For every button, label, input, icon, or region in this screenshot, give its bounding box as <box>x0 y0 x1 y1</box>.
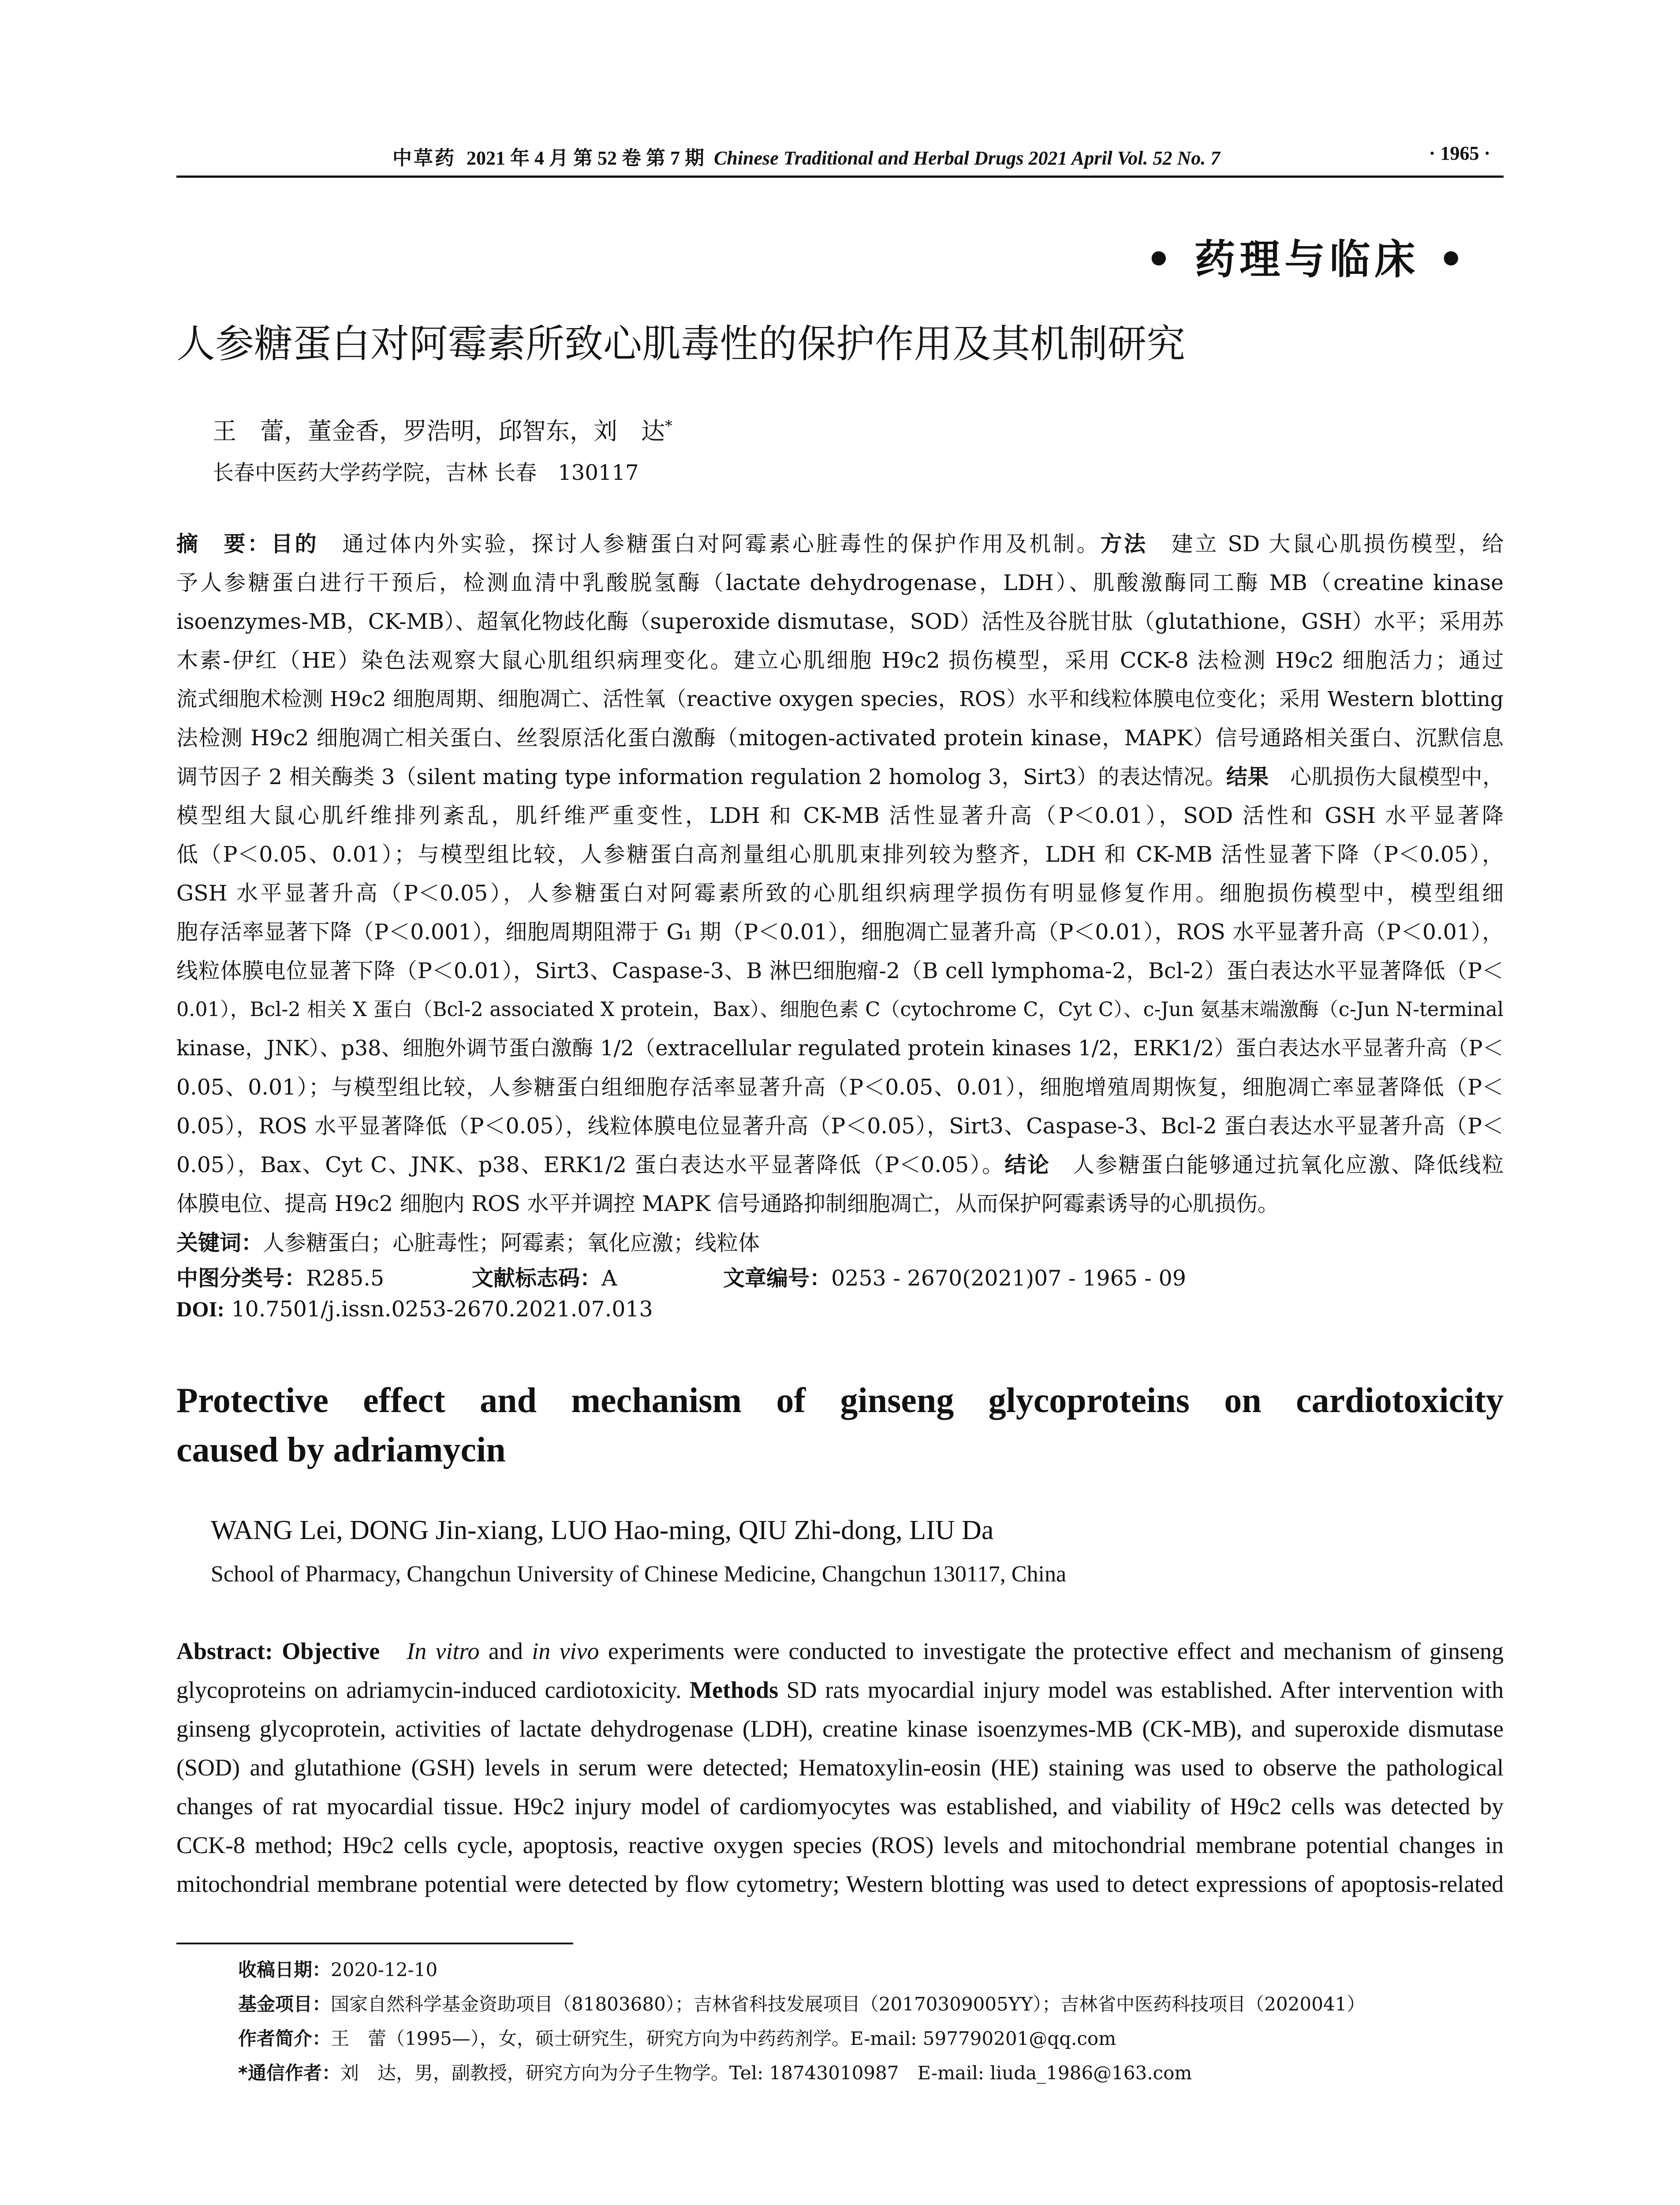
abstract-cn-line <box>176 1146 1504 1185</box>
abstract-cn-line: 法检测 H9c2 细胞凋亡相关蛋白、丝裂原活化蛋白激酶（mitogen-activated protein kinase，MAPK）信号通路相关蛋白、沉默信息 <box>176 725 1504 751</box>
clc-label: 中图分类号： <box>176 1266 306 1291</box>
corresponding-mark: * <box>665 417 672 435</box>
abstract-cn-line: 低（P＜0.05、0.01）；与模型组比较，人参糖蛋白高剂量组心肌肌束排列较为整齐，LDH 和 CK-MB 活性显著下降（P＜0.05）， <box>176 842 1504 867</box>
objective-label: 目的 <box>271 531 319 557</box>
article-meta <box>176 1226 1504 1332</box>
abstract-text: in vivo <box>532 1638 599 1664</box>
abstract-text: 心肌损伤大鼠模型中， <box>1269 765 1504 789</box>
abstract-cn-line: 模型组大鼠心肌纤维排列紊乱，肌纤维严重变性，LDH 和 CK-MB 活性显著升高（P＜0.01），SOD 活性和 GSH 水平显著降 <box>176 803 1504 828</box>
fund-label: 基金项目： <box>238 1993 331 2015</box>
clc-value: R285.5 <box>306 1266 385 1291</box>
title-en-line: Protective effect and mechanism of ginseng glycoproteins on cardiotoxicity <box>176 1381 1504 1420</box>
document-code <box>472 1261 617 1292</box>
title-cn: 人参糖蛋白对阿霉素所致心肌毒性的保护作用及其机制研究 <box>176 321 1186 366</box>
abstract-en-label: Abstract: Objective <box>176 1638 380 1664</box>
authors-en: WANG Lei, DONG Jin-xiang, LUO Hao-ming, QIU Zhi-dong, LIU Da <box>211 1515 994 1545</box>
abstract-text: 调节因子 2 相关酶类 3（silent mating type information regulation 2 homolog 3，Sirt3）的表达情况。 <box>176 765 1226 789</box>
abstract-cn-line: isoenzymes-MB，CK-MB）、超氧化物歧化酶（superoxide dismutase，SOD）活性及谷胱甘肽（glutathione，GSH）水平；采用苏 <box>176 609 1504 634</box>
author-bio-value: 王 蕾（1995—），女，硕士研究生，研究方向为中药药剂学。E-mail: 597790201@qq.com <box>331 2028 1116 2049</box>
corresponding-value: 刘 达，男，副教授，研究方向为分子生物学。Tel: 18743010987 E-mail: liuda_1986@163.com <box>340 2062 1192 2084</box>
abstract-en-line: changes of rat myocardial tissue. H9c2 injury model of cardiomyocytes was established, and viability of H9c2 cells was detected by <box>176 1793 1504 1820</box>
clc-number <box>176 1261 384 1292</box>
keywords-value: 人参糖蛋白；心脏毒性；阿霉素；氧化应激；线粒体 <box>263 1230 760 1256</box>
title-en-line: caused by adriamycin <box>176 1431 506 1469</box>
abstract-en-line: mitochondrial membrane potential were detected by flow cytometry; Western blotting was used to detect expressions of apoptosis-related <box>176 1871 1504 1897</box>
abstract-cn-line: 0.05、0.01）；与模型组比较，人参糖蛋白组细胞存活率显著升高（P＜0.05、0.01），细胞增殖周期恢复，细胞凋亡率显著降低（P＜ <box>176 1075 1504 1100</box>
affiliation-en: School of Pharmacy, Changchun University of Chinese Medicine, Changchun 130117, China <box>211 1562 1067 1587</box>
abstract-cn <box>176 525 1504 1230</box>
abstract-text: In vitro <box>407 1638 480 1664</box>
author-bio-label: 作者简介： <box>238 2028 331 2049</box>
abstract-cn-line: kinase，JNK）、p38、细胞外调节蛋白激酶 1/2（extracellular regulated protein kinases 1/2，ERK1/2）蛋白表达水平显著升高（P＜ <box>176 1036 1504 1061</box>
footnote-divider <box>176 1943 573 1944</box>
methods-label: 方法 <box>1100 531 1148 557</box>
abstract-cn-label: 摘 要： <box>176 531 271 557</box>
running-header <box>176 142 1504 171</box>
abstract-en-line <box>176 1632 1504 1671</box>
footnote-received <box>238 1953 437 1987</box>
doi-value: 10.7501/j.issn.0253-2670.2021.07.013 <box>231 1297 653 1322</box>
abstract-text: 建立 SD 大鼠心肌损伤模型，给 <box>1147 531 1504 557</box>
header-divider <box>176 176 1504 178</box>
corresponding-label: *通信作者： <box>238 2062 340 2084</box>
footnote-fund <box>238 1987 1365 2022</box>
abstract-en-line: (SOD) and glutathione (GSH) levels in serum were detected; Hematoxylin-eosin (HE) staining was used to observe the pathological <box>176 1754 1504 1781</box>
abstract-cn-line: 0.01），Bcl-2 相关 X 蛋白（Bcl-2 associated X protein，Bax）、细胞色素 C（cytochrome C，Cyt C）、c-Jun 氨基末端激酶（c-Jun N-terminal <box>176 998 1504 1021</box>
abstract-text: experiments were conducted to investigate the protective effect and mechanism of ginseng <box>599 1638 1504 1664</box>
fund-value: 国家自然科学基金资助项目（81803680）；吉林省科技发展项目（20170309005YY）；吉林省中医药科技项目（2020041） <box>331 1993 1366 2015</box>
abstract-cn-line: 0.05），ROS 水平显著降低（P＜0.05），线粒体膜电位显著升高（P＜0.05），Sirt3、Caspase-3、Bcl-2 蛋白表达水平显著升高（P＜ <box>176 1114 1504 1139</box>
abstract-text: glycoproteins on adriamycin-induced cardiotoxicity. <box>176 1677 690 1703</box>
abstract-en-line: ginseng glycoprotein, activities of lactate dehydrogenase (LDH), creatine kinase isoenzymes-MB (CK-MB), and superoxide dismutase <box>176 1715 1504 1742</box>
doi <box>176 1297 653 1322</box>
abstract-cn-line <box>176 758 1504 796</box>
authors-cn <box>213 412 672 446</box>
article-number <box>723 1261 1186 1292</box>
article-number-label: 文章编号： <box>723 1266 832 1291</box>
abstract-cn-line: GSH 水平显著升高（P＜0.05），人参糖蛋白对阿霉素所致的心肌组织病理学损伤有明显修复作用。细胞损伤模型中，模型组细 <box>176 881 1504 906</box>
footnote-author <box>238 2022 1116 2056</box>
abstract-text: 人参糖蛋白能够通过抗氧化应激、降低线粒 <box>1050 1152 1504 1177</box>
footnote-corresponding <box>238 2056 1192 2090</box>
doi-label: DOI: <box>176 1297 224 1321</box>
abstract-text: SD rats myocardial injury model was established. After intervention with <box>778 1677 1504 1703</box>
abstract-cn-line: 木素-伊红（HE）染色法观察大鼠心肌组织病理变化。建立心肌细胞 H9c2 损伤模型，采用 CCK-8 法检测 H9c2 细胞活力；通过 <box>176 648 1504 673</box>
abstract-en-line <box>176 1671 1504 1709</box>
issue-en: Chinese Traditional and Herbal Drugs 2021 April Vol. 52 No. 7 <box>714 147 1221 169</box>
conclusion-label: 结论 <box>1004 1152 1050 1177</box>
abstract-en-line: CCK-8 method; H9c2 cells cycle, apoptosis, reactive oxygen species (ROS) levels and mitochondrial membrane potential changes in <box>176 1832 1504 1858</box>
results-label: 结果 <box>1226 765 1269 789</box>
keywords-label: 关键词： <box>176 1230 263 1256</box>
abstract-cn-line: 予人参糖蛋白进行干预后，检测血清中乳酸脱氢酶（lactate dehydrogenase，LDH）、肌酸激酶同工酶 MB（creatine kinase <box>176 570 1504 595</box>
abstract-text: and <box>479 1638 532 1664</box>
article-number-value: 0253 - 2670(2021)07 - 1965 - 09 <box>831 1266 1186 1291</box>
received-label: 收稿日期： <box>238 1959 331 1981</box>
abstract-en <box>176 1632 1504 1940</box>
doc-code-label: 文献标志码： <box>472 1266 602 1291</box>
keywords <box>176 1226 760 1257</box>
abstract-cn-line: 线粒体膜电位显著下降（P＜0.01），Sirt3、Caspase-3、B 淋巴细胞瘤-2（B cell lymphoma-2，Bcl-2）蛋白表达水平显著降低（P＜ <box>176 958 1504 983</box>
journal-name: 中草药 <box>392 147 456 169</box>
abstract-text: 0.05），Bax、Cyt C、JNK、p38、ERK1/2 蛋白表达水平显著降低（P＜0.05）。 <box>176 1152 1005 1177</box>
header-line <box>392 142 1220 170</box>
abstract-cn-line: 体膜电位、提高 H9c2 细胞内 ROS 水平并调控 MAPK 信号通路抑制细胞凋亡，从而保护阿霉素诱导的心肌损伤。 <box>176 1191 1279 1216</box>
issue-cn: 2021 年 4 月 第 52 卷 第 7 期 <box>467 147 704 169</box>
received-value: 2020-12-10 <box>331 1959 438 1981</box>
abstract-cn-line: 胞存活率显著下降（P＜0.001），细胞周期阻滞于 G₁ 期（P＜0.01），细胞凋亡显著升高（P＜0.01），ROS 水平显著升高（P＜0.01）， <box>176 919 1504 945</box>
methods-label-en: Methods <box>690 1677 778 1703</box>
abstract-cn-line: 流式细胞术检测 H9c2 细胞周期、细胞凋亡、活性氧（reactive oxygen species，ROS）水平和线粒体膜电位变化；采用 Western blotting <box>176 687 1504 711</box>
section-label: • 药理与临床 • <box>1146 235 1468 283</box>
abstract-cn-line <box>176 525 1504 564</box>
abstract-text: 通过体内外实验，探讨人参糖蛋白对阿霉素心脏毒性的保护作用及机制。 <box>318 531 1101 557</box>
affiliation-cn: 长春中医药大学药学院，吉林 长春 130117 <box>213 460 639 485</box>
authors-cn-names: 王 蕾，董金香，罗浩明，邱智东，刘 达 <box>213 417 665 445</box>
page-number: · 1965 · <box>1429 142 1490 164</box>
doc-code-value: A <box>601 1266 617 1291</box>
